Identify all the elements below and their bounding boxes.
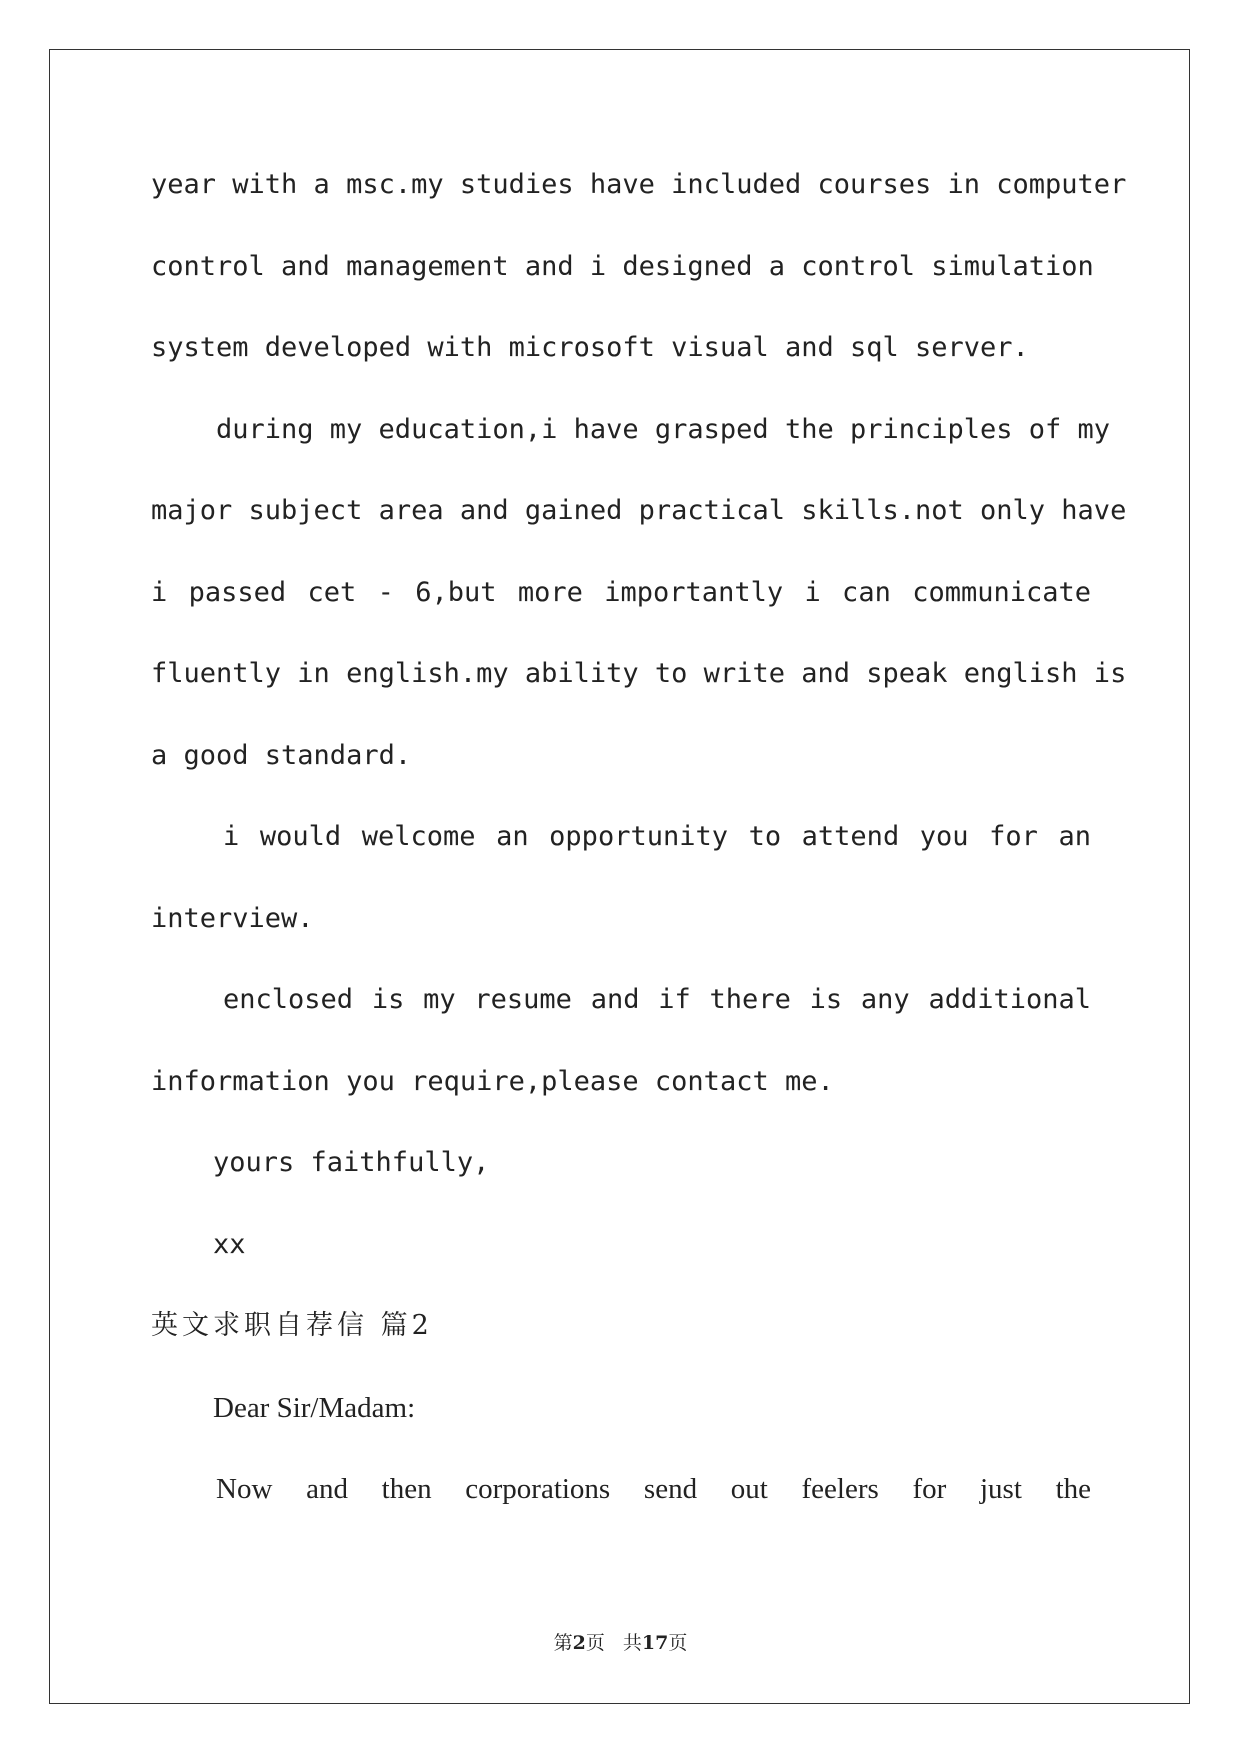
- body-line: fluently in english.my ability to write and speak english is: [151, 658, 1127, 689]
- body-line: a good standard.: [151, 739, 412, 771]
- footer-page-prefix: 第: [553, 1632, 573, 1654]
- body-line: enclosed is my resume and if there is any additional: [223, 984, 1091, 1015]
- body-line: during my education,i have grasped the principles of my: [216, 413, 1111, 445]
- body-line: i would welcome an opportunity to attend you for an: [223, 821, 1091, 852]
- body-line: control and management and i designed a control simulation: [151, 250, 1094, 282]
- salutation-line: Dear Sir/Madam:: [213, 1391, 416, 1424]
- document-body: [151, 160, 1127, 1546]
- body-line: year with a msc.my studies have included courses in computer: [151, 169, 1127, 200]
- footer-page-total: 17: [641, 1632, 669, 1654]
- footer-total-suffix: 页: [668, 1632, 688, 1654]
- body-line: information you require,please contact me.: [151, 1065, 834, 1097]
- footer-total-prefix: 共: [622, 1632, 642, 1654]
- closing-line: yours faithfully,: [213, 1147, 490, 1178]
- body-line: system developed with microsoft visual and sql server.: [151, 332, 1029, 363]
- section-heading: 英文求职自荐信 篇2: [151, 1310, 433, 1341]
- body-line: major subject area and gained practical skills.not only have: [151, 495, 1127, 526]
- footer-page-current: 2: [572, 1632, 586, 1654]
- page-footer: [0, 1628, 1241, 1655]
- signature-line: xx: [213, 1228, 246, 1260]
- body-line: Now and then corporations send out feelers for just the: [216, 1473, 1091, 1505]
- body-line: i passed cet - 6,but more importantly i can communicate: [151, 576, 1091, 608]
- footer-page-suffix: 页: [585, 1632, 605, 1654]
- body-line: interview.: [151, 902, 314, 934]
